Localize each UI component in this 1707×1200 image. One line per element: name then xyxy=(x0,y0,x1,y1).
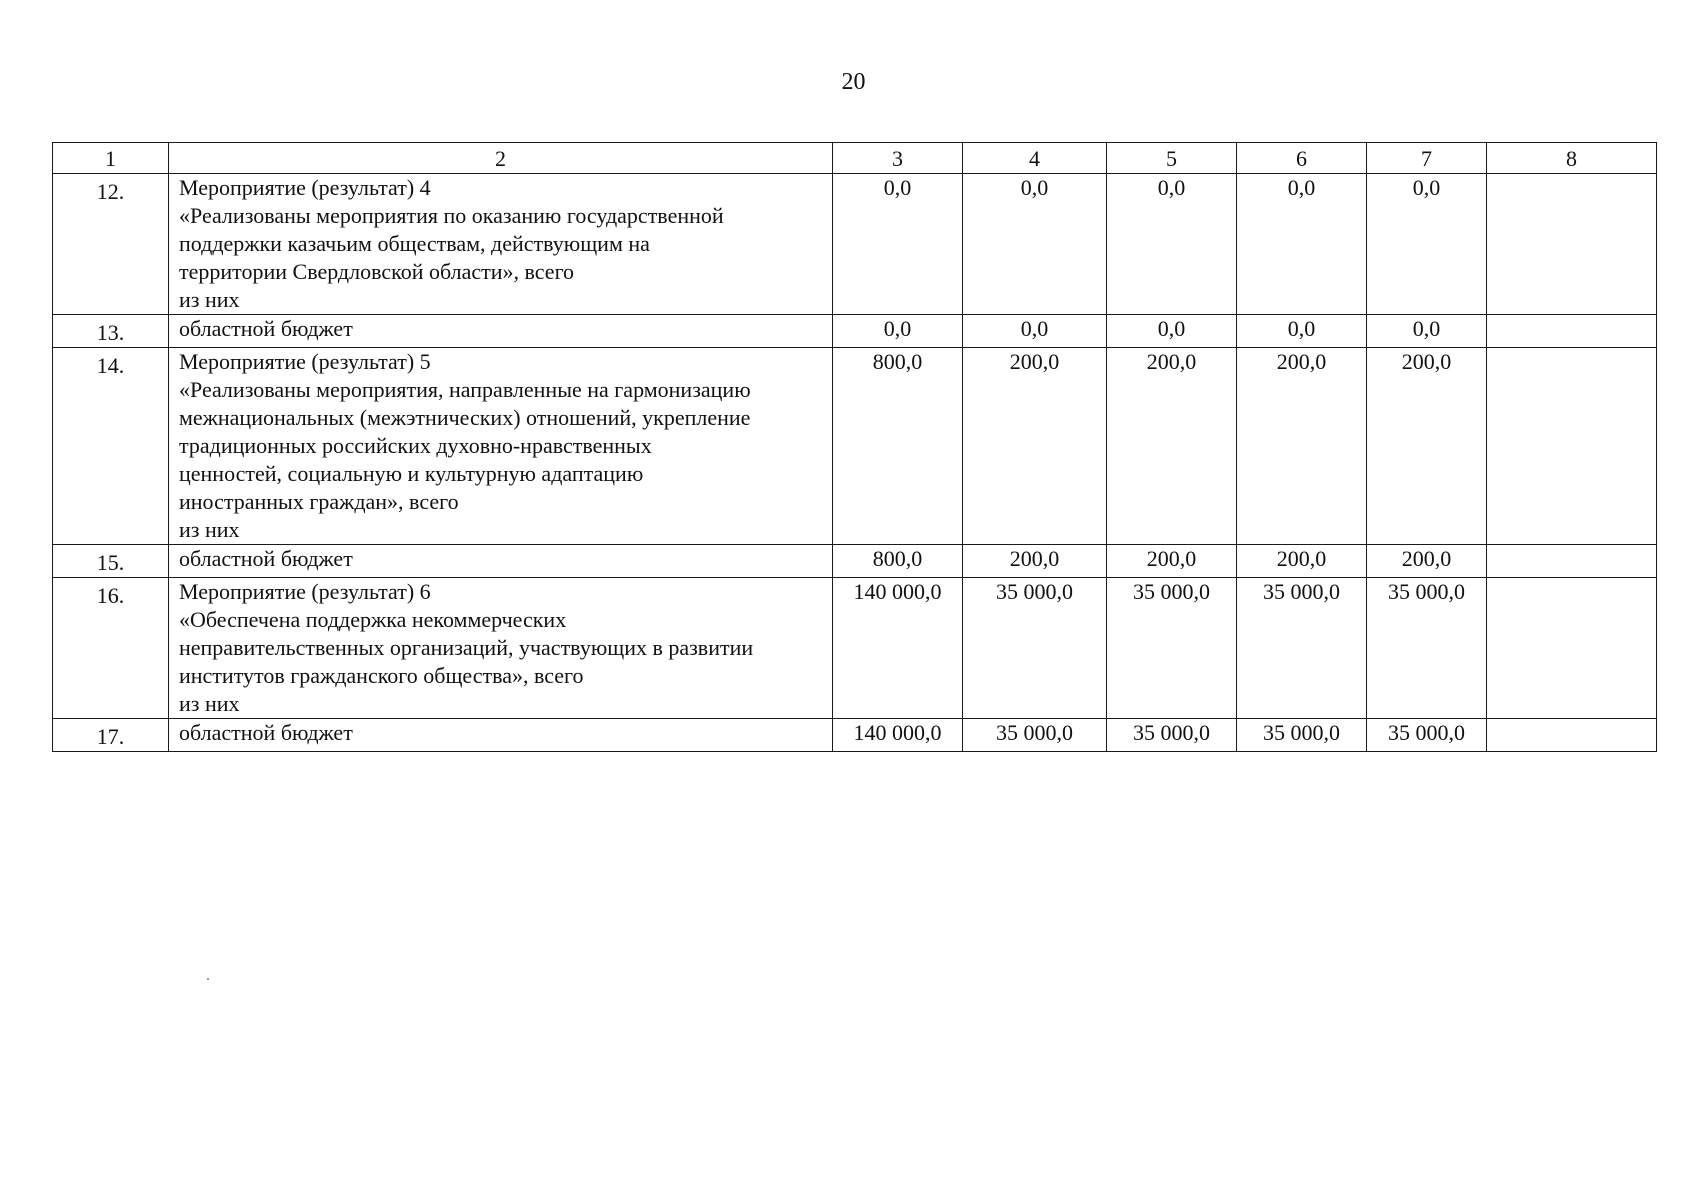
value-cell xyxy=(1487,545,1657,578)
row-name-line: Мероприятие (результат) 5 xyxy=(179,349,431,374)
value-cell: 200,0 xyxy=(1107,348,1237,545)
value-cell xyxy=(1487,174,1657,315)
row-name-line: из них xyxy=(179,691,240,716)
value-cell: 140 000,0 xyxy=(833,578,963,719)
column-header: 8 xyxy=(1487,143,1657,174)
scan-speck xyxy=(207,978,209,980)
row-name-line: неправительственных организаций, участвующих в развитии xyxy=(179,635,754,660)
row-name xyxy=(169,174,833,315)
column-header: 6 xyxy=(1237,143,1367,174)
value-cell: 0,0 xyxy=(1107,174,1237,315)
row-number: 14. xyxy=(53,348,169,545)
column-header: 5 xyxy=(1107,143,1237,174)
row-number: 13. xyxy=(53,315,169,348)
row-name-line: Мероприятие (результат) 6 xyxy=(179,579,431,604)
row-number: 15. xyxy=(53,545,169,578)
row-name-line: «Обеспечена поддержка некоммерческих xyxy=(179,607,567,632)
table-row xyxy=(53,315,1657,348)
value-cell: 200,0 xyxy=(1367,545,1487,578)
value-cell: 35 000,0 xyxy=(1237,578,1367,719)
row-number: 12. xyxy=(53,174,169,315)
value-cell: 800,0 xyxy=(833,348,963,545)
row-name xyxy=(169,719,833,752)
column-header: 4 xyxy=(963,143,1107,174)
row-name-line: областной бюджет xyxy=(179,316,353,341)
value-cell: 35 000,0 xyxy=(1367,578,1487,719)
value-cell: 35 000,0 xyxy=(963,578,1107,719)
value-cell: 0,0 xyxy=(963,174,1107,315)
budget-table xyxy=(52,142,1657,752)
value-cell: 0,0 xyxy=(1367,315,1487,348)
value-cell xyxy=(1487,315,1657,348)
value-cell: 140 000,0 xyxy=(833,719,963,752)
row-name-line: «Реализованы мероприятия по оказанию государственной xyxy=(179,203,724,228)
value-cell: 200,0 xyxy=(1107,545,1237,578)
page-number: 20 xyxy=(841,69,866,95)
value-cell: 35 000,0 xyxy=(963,719,1107,752)
row-name-line: институтов гражданского общества», всего xyxy=(179,663,584,688)
row-name-line: традиционных российских духовно-нравственных xyxy=(179,433,652,458)
row-name xyxy=(169,545,833,578)
value-cell: 0,0 xyxy=(963,315,1107,348)
value-cell: 200,0 xyxy=(1237,348,1367,545)
row-name-line: ценностей, социальную и культурную адаптацию xyxy=(179,461,644,486)
row-name-line: иностранных граждан», всего xyxy=(179,489,459,514)
value-cell: 0,0 xyxy=(1237,174,1367,315)
value-cell: 800,0 xyxy=(833,545,963,578)
row-name-line: территории Свердловской области», всего xyxy=(179,259,575,284)
column-header: 2 xyxy=(169,143,833,174)
column-header: 1 xyxy=(53,143,169,174)
value-cell xyxy=(1487,719,1657,752)
value-cell: 200,0 xyxy=(1237,545,1367,578)
row-name xyxy=(169,315,833,348)
value-cell: 200,0 xyxy=(1367,348,1487,545)
table-row xyxy=(53,348,1657,545)
value-cell: 200,0 xyxy=(963,545,1107,578)
row-name-line: из них xyxy=(179,287,240,312)
row-name-line: областной бюджет xyxy=(179,546,353,571)
row-name-line: из них xyxy=(179,517,240,542)
column-header: 3 xyxy=(833,143,963,174)
row-name-line: областной бюджет xyxy=(179,720,353,745)
table-row xyxy=(53,719,1657,752)
table-row xyxy=(53,174,1657,315)
row-name-line: межнациональных (межэтнических) отношений, укрепление xyxy=(179,405,751,430)
table-header-row xyxy=(53,143,1657,174)
row-number: 16. xyxy=(53,578,169,719)
value-cell: 35 000,0 xyxy=(1237,719,1367,752)
column-header: 7 xyxy=(1367,143,1487,174)
table-row xyxy=(53,578,1657,719)
value-cell: 35 000,0 xyxy=(1107,578,1237,719)
row-name xyxy=(169,348,833,545)
value-cell: 0,0 xyxy=(833,315,963,348)
row-name-line: поддержки казачьим обществам, действующим на xyxy=(179,231,650,256)
value-cell: 0,0 xyxy=(1107,315,1237,348)
row-number: 17. xyxy=(53,719,169,752)
value-cell: 0,0 xyxy=(1367,174,1487,315)
row-name xyxy=(169,578,833,719)
row-name-line: Мероприятие (результат) 4 xyxy=(179,175,431,200)
value-cell: 35 000,0 xyxy=(1107,719,1237,752)
value-cell xyxy=(1487,348,1657,545)
value-cell xyxy=(1487,578,1657,719)
value-cell: 0,0 xyxy=(833,174,963,315)
value-cell: 200,0 xyxy=(963,348,1107,545)
value-cell: 0,0 xyxy=(1237,315,1367,348)
table-row xyxy=(53,545,1657,578)
row-name-line: «Реализованы мероприятия, направленные на гармонизацию xyxy=(179,377,751,402)
value-cell: 35 000,0 xyxy=(1367,719,1487,752)
